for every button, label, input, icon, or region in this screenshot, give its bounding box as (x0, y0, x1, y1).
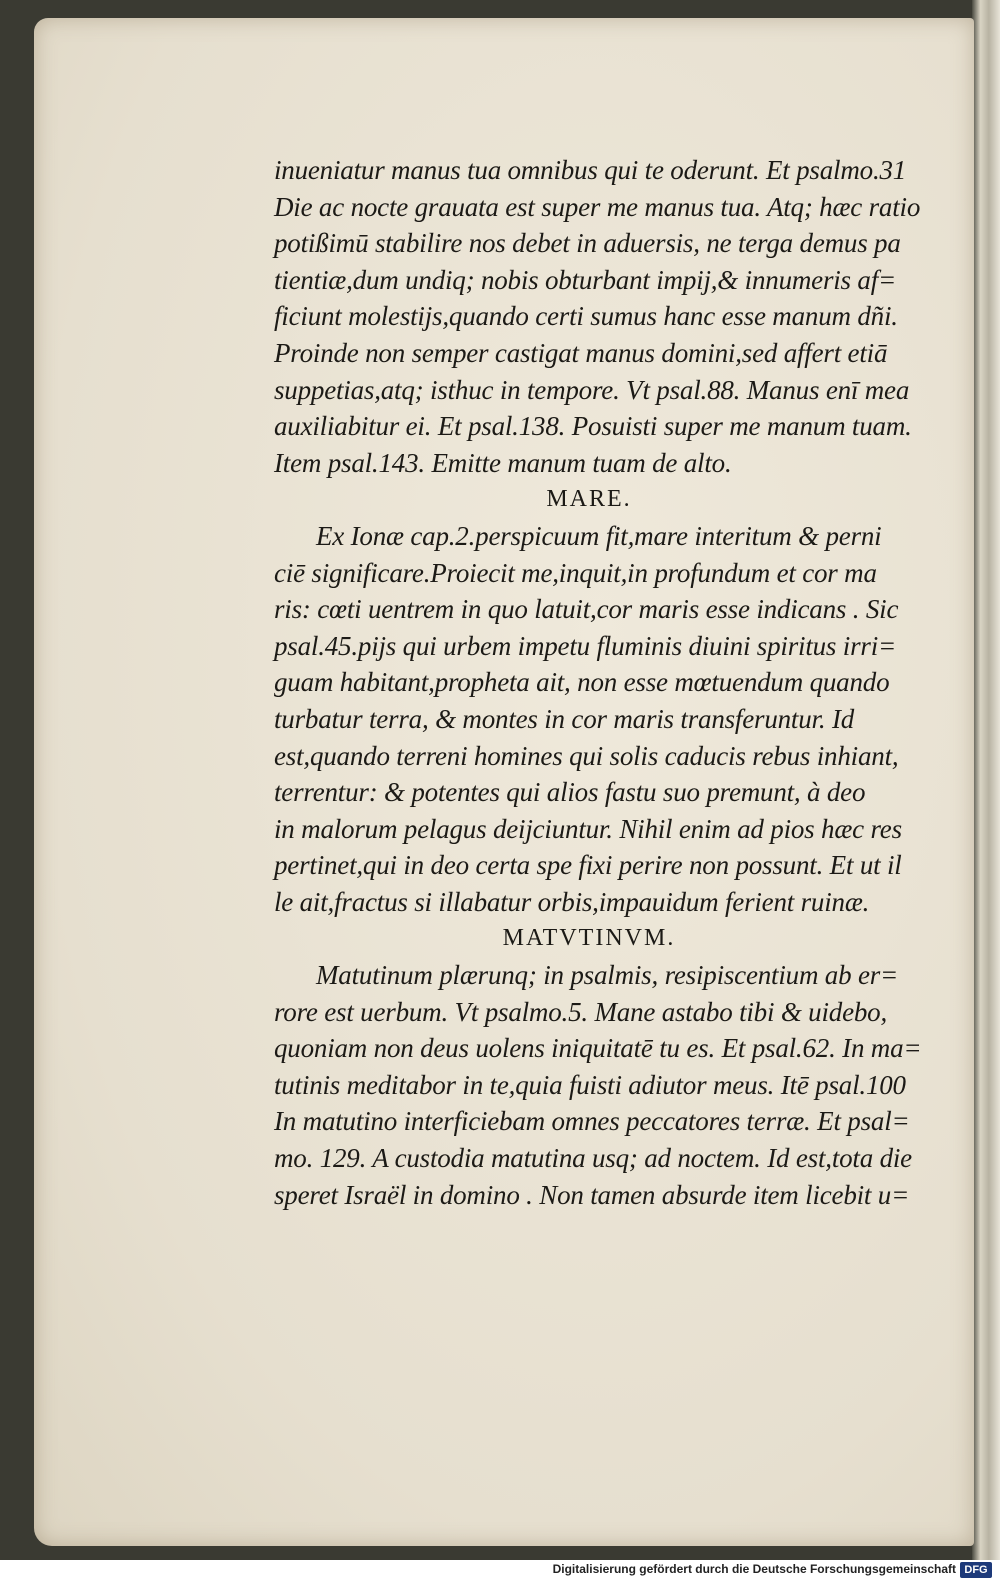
page-text (274, 152, 974, 1213)
text-line: in malorum pelagus deijciuntur. Nihil enim ad pios hæc res (274, 813, 902, 844)
text-line: ficiunt molestijs,quando certi sumus hanc esse manum dñi. (274, 301, 898, 332)
text-line: guam habitant,propheta ait, non esse mœtuendum quando (274, 667, 890, 698)
text-line: tientiæ,dum undiq; nobis obturbant impij,& innumeris af= (274, 264, 897, 295)
digitization-footer (0, 1560, 1000, 1581)
text-line: speret Israël in domino . Non tamen absurde item licebit u= (274, 1179, 910, 1210)
text-line: pertinet,qui in deo certa spe fixi perire non possunt. Et ut il (274, 850, 902, 881)
text-line: auxiliabitur ei. Et psal.138. Posuisti super me manum tuam. (274, 411, 912, 442)
section-heading-mare: MARE. (546, 486, 632, 513)
dfg-logo-icon: DFG (960, 1562, 992, 1578)
text-line: potißimū stabilire nos debet in aduersis, ne terga demus pa (274, 228, 901, 259)
text-line: Item psal.143. Emitte manum tuam de alto. (274, 447, 732, 478)
text-line: quoniam non deus uolens iniquitatē tu es. Et psal.62. In ma= (274, 1033, 922, 1064)
section-heading-matutinum: MATVTINVM. (502, 925, 676, 952)
text-line: le ait,fractus si illabatur orbis,impauidum ferient ruinæ. (274, 886, 870, 917)
text-line: tutinis meditabor in te,quia fuisti adiutor meus. Itē psal.100 (274, 1069, 906, 1100)
text-line: ris: cœti uentrem in quo latuit,cor maris esse indicans . Sic (274, 594, 899, 625)
book-edge (972, 0, 1000, 1560)
text-line: Proinde non semper castigat manus domini,sed affert etiā (274, 337, 888, 368)
text-line: ciē significare.Proiecit me,inquit,in profundum et cor ma (274, 557, 877, 588)
text-line: In matutino interficiebam omnes peccatores terræ. Et psal= (274, 1106, 910, 1137)
funding-notice: Digitalisierung gefördert durch die Deutsche Forschungsgemeinschaft (552, 1562, 956, 1576)
text-line: turbatur terra, & montes in cor maris transferuntur. Id (274, 703, 855, 734)
text-line: Matutinum plærunq; in psalmis, resipiscentium ab er= (316, 960, 899, 991)
text-line: inueniatur manus tua omnibus qui te oderunt. Et psalmo.31 (274, 155, 907, 185)
text-line: est,quando terreni homines qui solis caducis rebus inhiant, (274, 740, 899, 771)
text-line: Die ac nocte grauata est super me manus tua. Atq; hæc ratio (274, 191, 921, 222)
text-line: rore est uerbum. Vt psalmo.5. Mane astabo tibi & uidebo, (274, 996, 888, 1027)
text-line: mo. 129. A custodia matutina usq; ad noctem. Id est,tota die (274, 1143, 912, 1174)
text-line: terrentur: & potentes qui alios fastu suo premunt, à deo (274, 777, 866, 808)
text-line: suppetias,atq; isthuc in tempore. Vt psal.88. Manus enī mea (274, 374, 910, 405)
text-line: Ex Ionæ cap.2.perspicuum fit,mare interitum & perni (316, 520, 882, 551)
text-line: psal.45.pijs qui urbem impetu fluminis diuini spiritus irri= (274, 630, 897, 661)
